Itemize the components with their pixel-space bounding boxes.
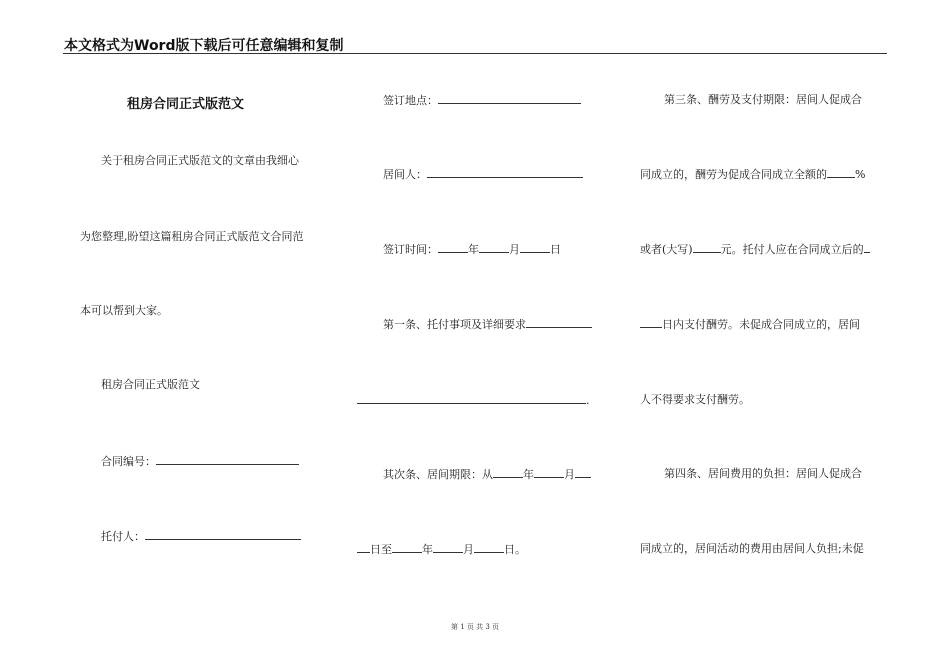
- contract-number-blank: [156, 454, 299, 465]
- article-3-line-4: [640, 317, 860, 332]
- article-4-line-1: 第四条、居间费用的负担：居间人促成合: [664, 467, 862, 480]
- to-month-blank: [433, 542, 463, 553]
- signing-time-label: 签订时间：: [383, 243, 438, 256]
- intro-line-1: 关于租房合同正式版范文的文章由我细心: [101, 154, 299, 167]
- days-blank: [640, 317, 662, 328]
- percent-sign: %: [855, 168, 866, 181]
- day-label: 日: [550, 243, 561, 256]
- to-year-blank: [392, 542, 422, 553]
- from-month-label: 月: [564, 468, 575, 481]
- article-3-line-4-text: 日内支付酬劳。未促成合同成立的，居间: [662, 318, 860, 331]
- article-1-continuation: [357, 393, 590, 408]
- article-3-line-2: [640, 167, 865, 182]
- from-year-label: 年: [523, 468, 534, 481]
- month-blank: [479, 242, 509, 253]
- agent-row: [383, 167, 583, 182]
- article-1-blank: [526, 317, 592, 328]
- article-1-long-blank: [357, 393, 586, 404]
- article-3-line-1: 第三条、酬劳及支付期限：居间人促成合: [664, 93, 862, 106]
- header-rule: [63, 53, 887, 54]
- client-label: 托付人：: [101, 530, 145, 543]
- from-month-blank: [534, 467, 564, 478]
- to-year-label: 年: [422, 543, 433, 556]
- article-4-line-2: 同成立的，居间活动的费用由居间人负担;未促: [640, 542, 864, 555]
- percent-blank: [827, 167, 855, 178]
- year-blank: [438, 242, 468, 253]
- document-header: 本文格式为Word版下载后可任意编辑和复制: [64, 38, 344, 54]
- from-year-blank: [493, 467, 523, 478]
- article-3-line-5: 人不得要求支付酬劳。: [640, 393, 750, 406]
- article-3-line-2-text: 同成立的，酬劳为促成合同成立全额的: [640, 168, 827, 181]
- agent-label: 居间人：: [383, 168, 427, 181]
- document-title: 租房合同正式版范文: [127, 97, 245, 112]
- from-day-blank-cont: [357, 542, 370, 553]
- page-footer: 第 1 页 共 3 页: [450, 623, 500, 631]
- article-1-period: .: [586, 394, 590, 407]
- signing-place-label: 签订地点：: [383, 94, 438, 107]
- article-2-continuation: [357, 542, 526, 557]
- article-1-text: 第一条、托付事项及详细要求: [383, 318, 526, 331]
- article-3-line-3: [640, 242, 870, 257]
- from-day-blank: [575, 467, 591, 478]
- article-3-line-3-a: 或者(大写): [640, 243, 693, 256]
- month-label: 月: [509, 243, 520, 256]
- article-1-row: [383, 317, 592, 332]
- article-2-text: 其次条、居间期限：从: [383, 468, 493, 481]
- agent-blank: [427, 167, 583, 178]
- to-month-label: 月: [463, 543, 474, 556]
- contract-number-row: [101, 454, 299, 469]
- client-blank: [145, 529, 301, 540]
- amount-blank: [693, 242, 721, 253]
- to-day-blank: [474, 542, 504, 553]
- intro-line-2: 为您整理,盼望这篇租房合同正式版范文合同范: [80, 230, 304, 243]
- intro-line-3: 本可以帮到大家。: [80, 304, 168, 317]
- year-label: 年: [468, 243, 479, 256]
- signing-place-blank: [438, 93, 581, 104]
- day-to-label: 日至: [370, 543, 392, 556]
- article-3-line-3-b: 元。托付人应在合同成立后的: [720, 243, 864, 256]
- to-day-label: 日。: [504, 543, 526, 556]
- contract-number-label: 合同编号：: [101, 455, 156, 468]
- signing-place-row: [383, 93, 581, 108]
- client-row: [101, 529, 301, 544]
- section-subtitle: 租房合同正式版范文: [101, 378, 200, 391]
- day-blank: [520, 242, 550, 253]
- signing-time-row: [383, 242, 561, 257]
- days-blank-start: [864, 242, 870, 253]
- article-2-row: [383, 467, 591, 482]
